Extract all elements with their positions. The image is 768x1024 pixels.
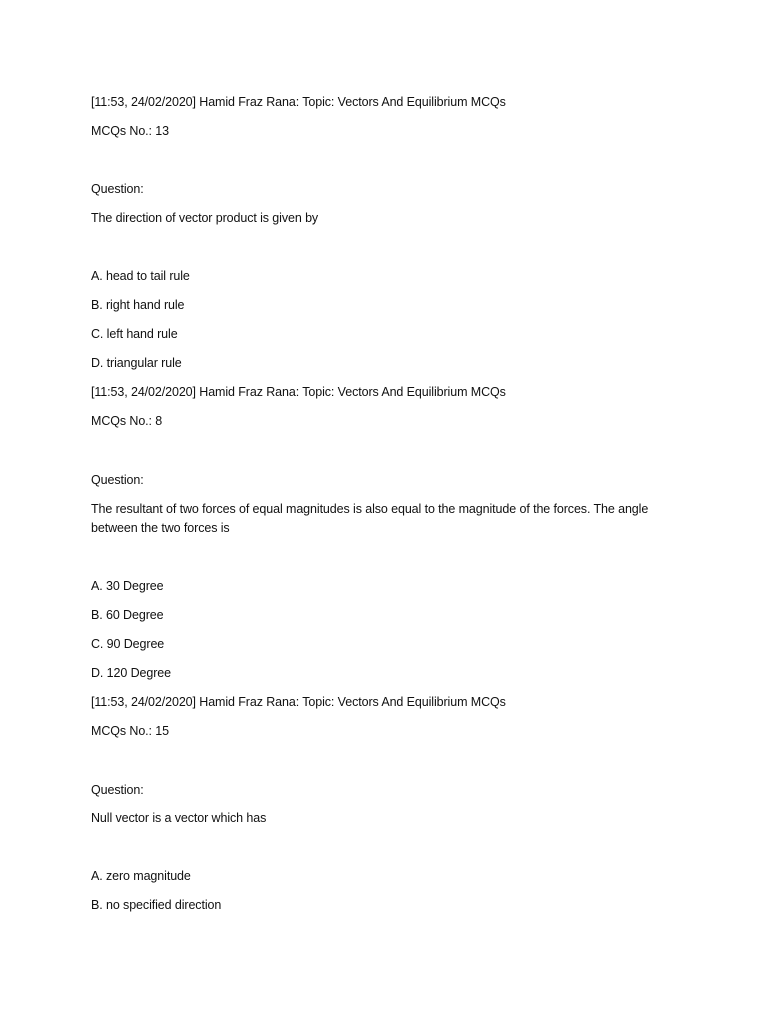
option-d: D. triangular rule [91,356,182,370]
mcq-number: MCQs No.: 13 [91,124,169,138]
option-a: A. head to tail rule [91,269,190,283]
option-c: C. 90 Degree [91,637,165,651]
option-d: D. 120 Degree [91,666,171,680]
message-header: [11:53, 24/02/2020] Hamid Fraz Rana: Topic: Vectors And Equilibrium MCQs [91,695,506,709]
option-c: C. left hand rule [91,327,178,341]
question-text: The direction of vector product is given by [91,211,319,225]
question-label: Question: [91,473,144,487]
option-a: A. zero magnitude [91,869,191,883]
mcq-number: MCQs No.: 15 [91,724,169,738]
message-header: [11:53, 24/02/2020] Hamid Fraz Rana: Topic: Vectors And Equilibrium MCQs [91,95,506,109]
option-b: B. no specified direction [91,898,222,912]
message-header: [11:53, 24/02/2020] Hamid Fraz Rana: Topic: Vectors And Equilibrium MCQs [91,385,506,399]
question-label: Question: [91,783,144,797]
mcq-number: MCQs No.: 8 [91,414,163,428]
question-text: The resultant of two forces of equal magnitudes is also equal to the magnitude of the forces. The angle between the two forces is [91,502,649,535]
option-a: A. 30 Degree [91,579,164,593]
question-label: Question: [91,182,144,196]
option-b: B. 60 Degree [91,608,164,622]
option-b: B. right hand rule [91,298,185,312]
question-text: Null vector is a vector which has [91,811,267,825]
